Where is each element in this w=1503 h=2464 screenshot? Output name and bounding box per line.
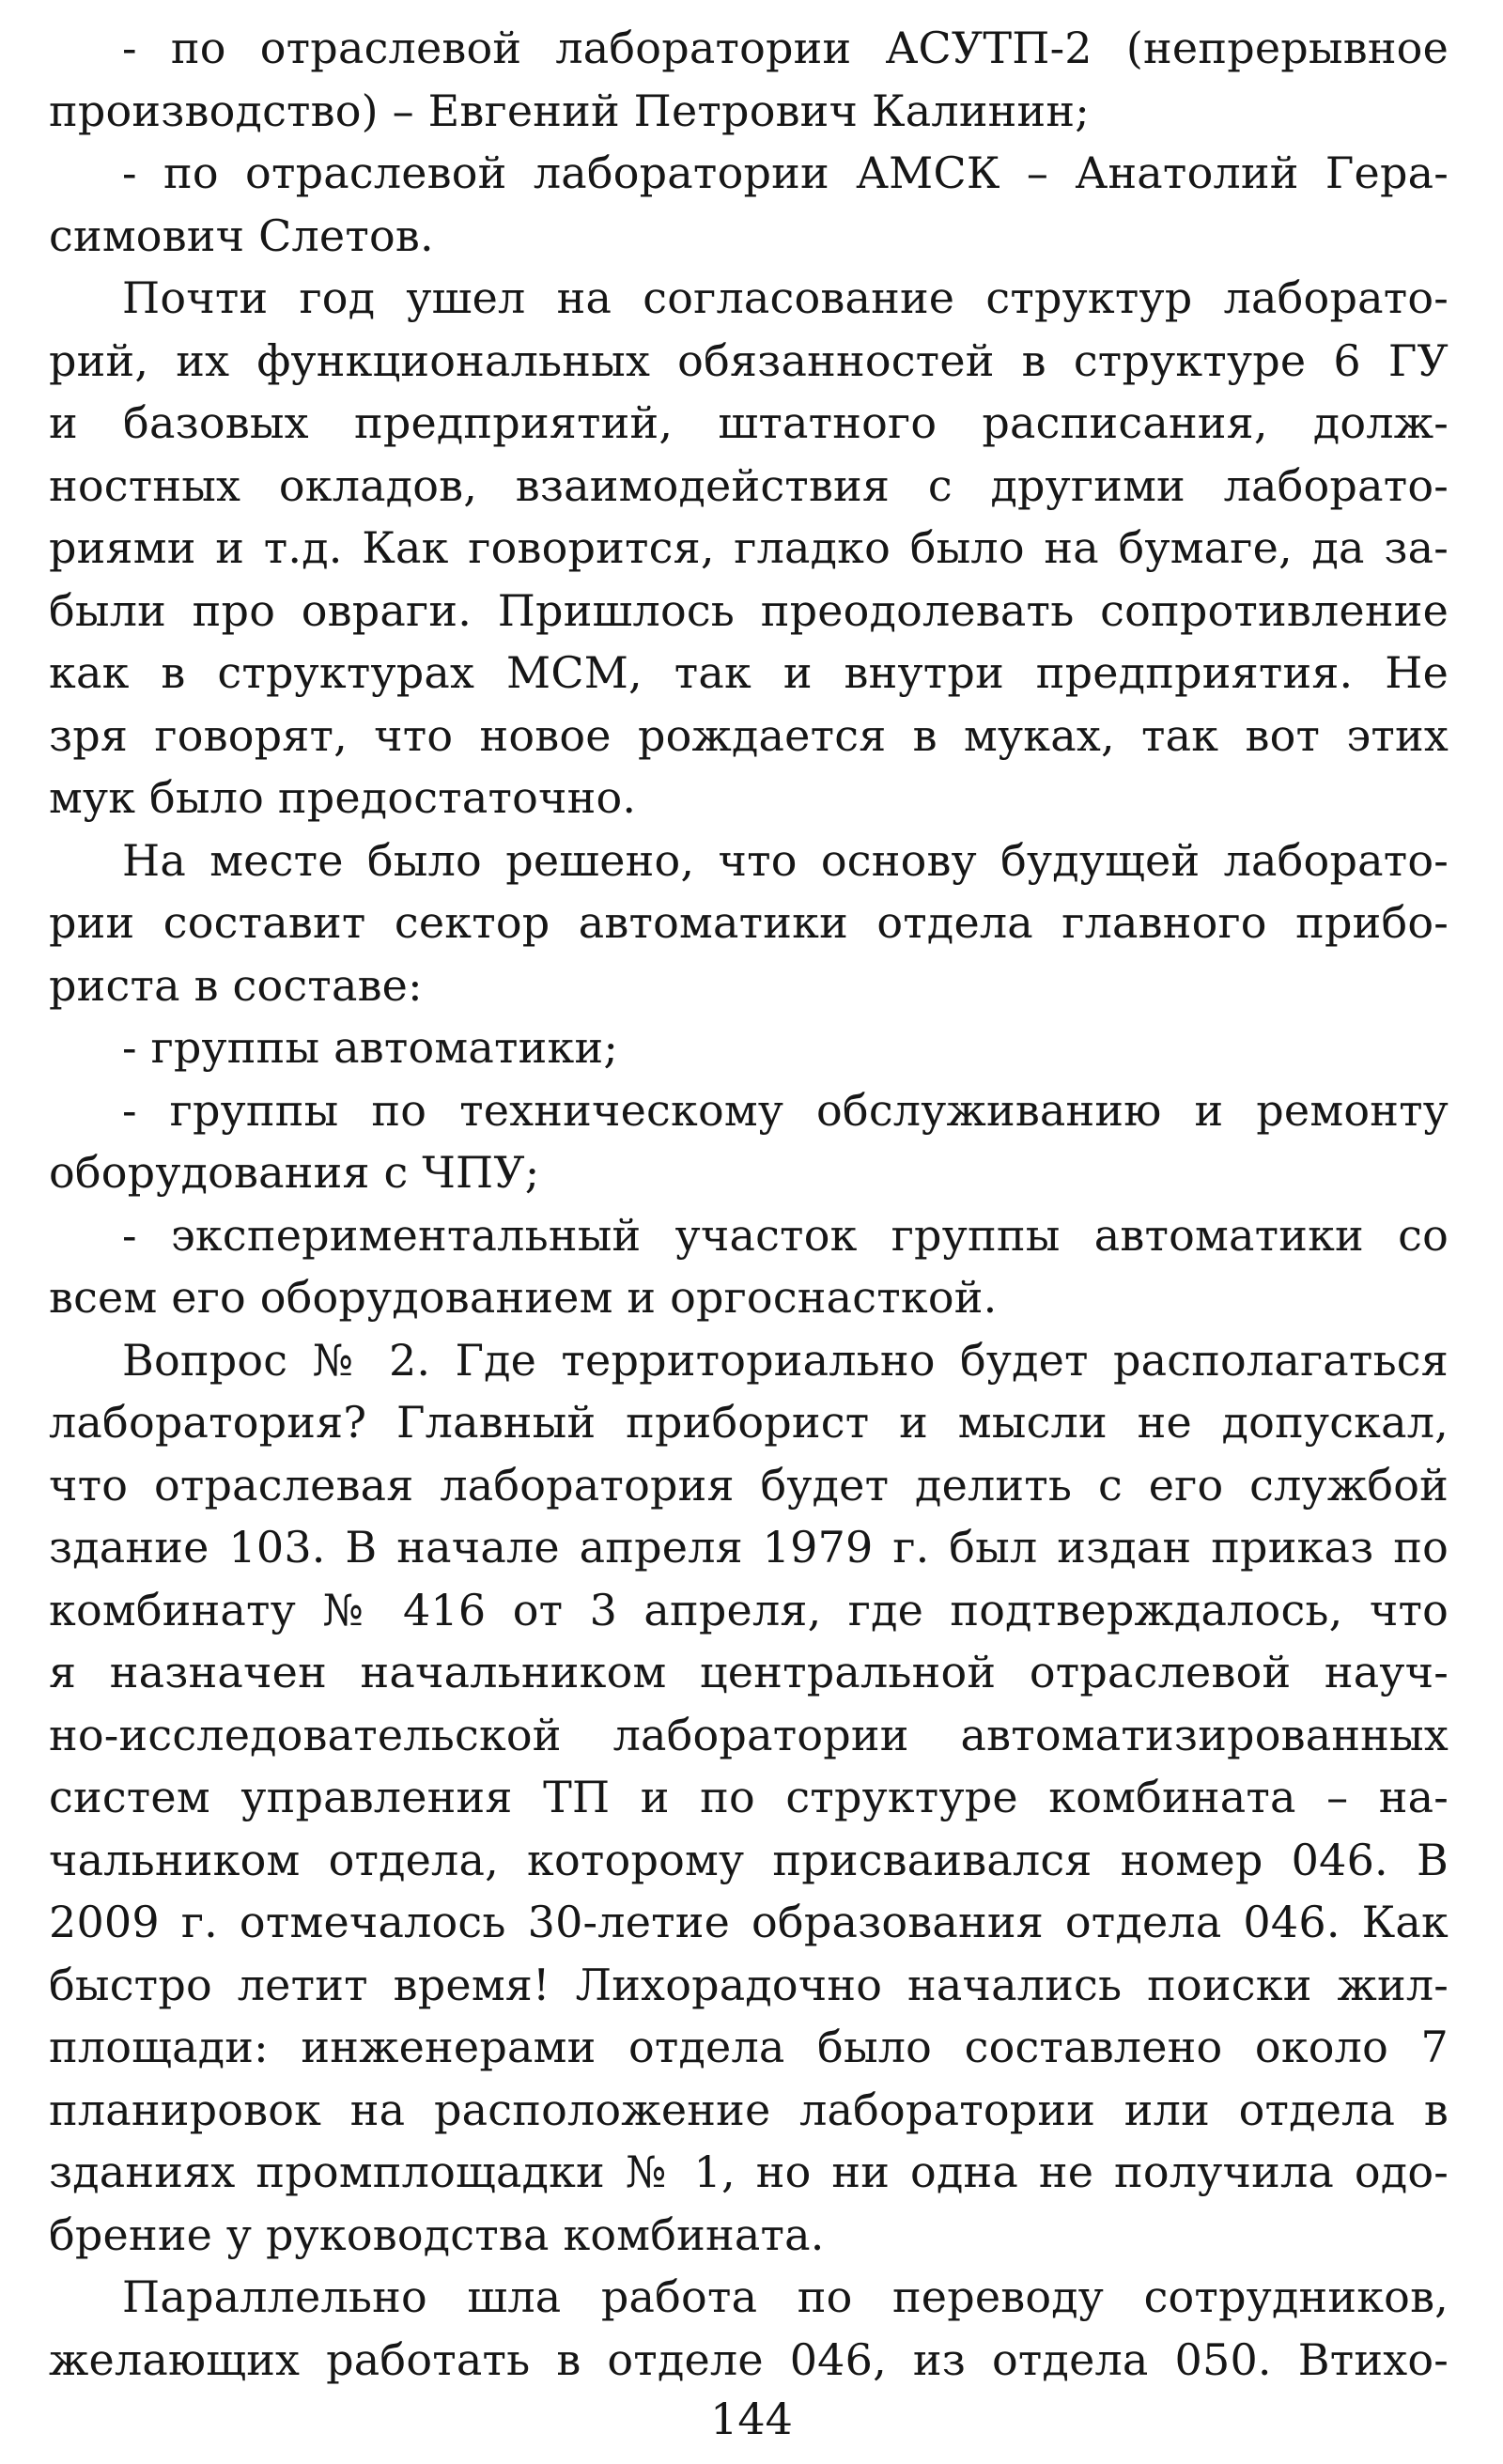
text-line: что отраслевая лаборатория будет делить с его службой (49, 1459, 1449, 1511)
text-line: здание 103. В начале апреля 1979 г. был издан приказ по (49, 1522, 1449, 1573)
text-line: 2009 г. отмечалось 30-летие образования отдела 046. Как (49, 1897, 1449, 1947)
text-line: площади: инженерами отдела было составлено около 7 (49, 2022, 1449, 2072)
text-line: оборудования с ЧПУ; (49, 1147, 540, 1198)
text-line: рий, их функциональных обязанностей в структуре 6 ГУ (49, 334, 1449, 386)
text-line: быстро летит время! Лихорадочно начались поиски жил- (49, 1959, 1449, 2010)
text-line: - по отраслевой лаборатории АМСК – Анатолий Гера- (122, 147, 1449, 198)
text-line: симович Слетов. (49, 209, 434, 261)
text-line: были про овраги. Пришлось преодолевать сопротивление (49, 584, 1449, 636)
text-line: рии составит сектор автоматики отдела главного прибо- (49, 897, 1449, 948)
text-line: я назначен начальником центральной отраслевой науч- (49, 1647, 1449, 1697)
text-line: лаборатория? Главный приборист и мысли не допускал, (49, 1397, 1449, 1448)
text-line: всем его оборудованием и оргоснасткой. (49, 1272, 998, 1323)
text-line: брение у руководства комбината. (49, 2208, 825, 2260)
text-line: и базовых предприятий, штатного расписания, долж- (49, 397, 1449, 448)
text-line: - экспериментальный участок группы автоматики со (122, 1209, 1449, 1261)
page-number: 144 (710, 2394, 793, 2444)
text-line: планировок на расположение лаборатории или отдела в (49, 2084, 1449, 2135)
text-line: желающих работать в отделе 046, из отдела 050. Втихо- (49, 2333, 1449, 2385)
text-line: На месте было решено, что основу будущей лаборато- (122, 834, 1449, 886)
text-line: но-исследовательской лаборатории автоматизированных (49, 1709, 1449, 1760)
page-body (49, 17, 1449, 2391)
text-line: Параллельно шла работа по переводу сотрудников, (122, 2271, 1449, 2322)
text-line: риста в составе: (49, 959, 423, 1011)
text-line: риями и т.д. Как говорится, гладко было на бумаге, да за- (49, 522, 1449, 573)
text-line: комбинату № 416 от 3 апреля, где подтверждалось, что (49, 1584, 1449, 1635)
text-line: - по отраслевой лаборатории АСУТП-2 (непрерывное (122, 23, 1449, 73)
text-line: систем управления ТП и по структуре комбината – на- (49, 1772, 1449, 1822)
text-line: как в структурах МСМ, так и внутри предприятия. Не (49, 647, 1449, 698)
text-line: Вопрос № 2. Где территориально будет располагаться (122, 1334, 1449, 1386)
text-line: зданиях промплощадки № 1, но ни одна не получила одо- (49, 2146, 1449, 2197)
text-line: Почти год ушел на согласование структур лаборато- (122, 272, 1449, 323)
text-line: - группы по техническому обслуживанию и ремонту (122, 1084, 1449, 1136)
text-line: - группы автоматики; (122, 1022, 619, 1073)
text-line: производство) – Евгений Петрович Калинин; (49, 85, 1090, 136)
text-line: зря говорят, что новое рождается в муках, так вот этих (49, 709, 1449, 761)
text-line: ностных окладов, взаимодействия с другими лаборато- (49, 459, 1449, 511)
text-line: чальником отдела, которому присваивался номер 046. В (49, 1834, 1449, 1885)
text-line: мук было предостаточно. (49, 772, 637, 823)
